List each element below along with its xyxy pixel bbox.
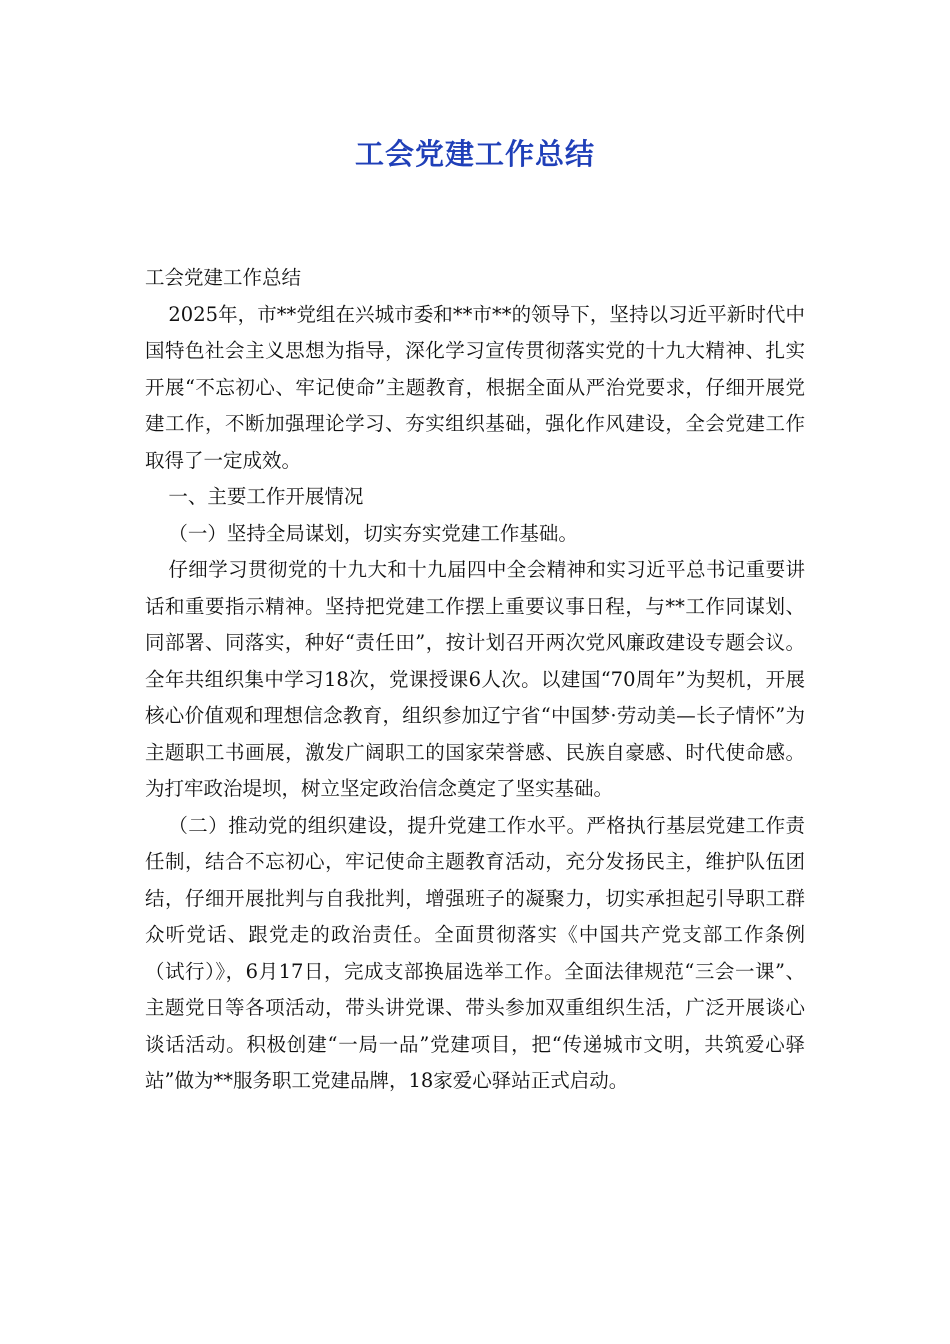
document-body bbox=[145, 260, 805, 1100]
paragraph-study: 仔细学习贯彻党的十九大和十九届四中全会精神和实习近平总书记重要讲话和重要指示精神。坚持把党建工作摆上重要议事日程，与**工作同谋划、同部署、同落实，种好“责任田”，按计划召开两次党风廉政建设专题会议。全年共组织集中学习18次，党课授课6人次。以建国“70周年”为契机，开展核心价值观和理想信念教育，组织参加辽宁省“中国梦·劳动美—长子情怀”为主题职工书画展，激发广阔职工的国家荣誉感、民族自豪感、时代使命感。为打牢政治堤坝，树立坚定政治信念奠定了坚实基础。 bbox=[145, 558, 805, 800]
section-heading-main-work: 一、主要工作开展情况 bbox=[168, 485, 364, 508]
paragraph-organization: （二）推动党的组织建设，提升党建工作水平。严格执行基层党建工作责任制，结合不忘初心，牢记使命主题教育活动，充分发扬民主，维护队伍团结，仔细开展批判与自我批判，增强班子的凝聚力，切实承担起引导职工群众听党话、跟党走的政治责任。全面贯彻落实《中国共产党支部工作条例（试行）》，6月17日，完成支部换届选举工作。全面法律规范“三会一课”、主题党日等各项活动，带头讲党课、带头参加双重组织生活，广泛开展谈心谈话活动。积极创建“一局一品”党建项目，把“传递城市文明，共筑爱心驿站”做为**服务职工党建品牌，18家爱心驿站正式启动。 bbox=[145, 813, 805, 1092]
subsection-heading-1: （一）坚持全局谋划，切实夯实党建工作基础。 bbox=[168, 521, 578, 545]
body-heading: 工会党建工作总结 bbox=[145, 266, 302, 289]
document-title: 工会党建工作总结 bbox=[354, 137, 595, 171]
intro-paragraph: 2025年，市**党组在兴城市委和**市**的领导下，坚持以习近平新时代中国特色社会主义思想为指导，深化学习宣传贯彻落实党的十九大精神、扎实开展“不忘初心、牢记使命”主题教育，根据全面从严治党要求，仔细开展党建工作，不断加强理论学习、夯实组织基础，强化作风建设，全会党建工作取得了一定成效。 bbox=[145, 302, 805, 472]
